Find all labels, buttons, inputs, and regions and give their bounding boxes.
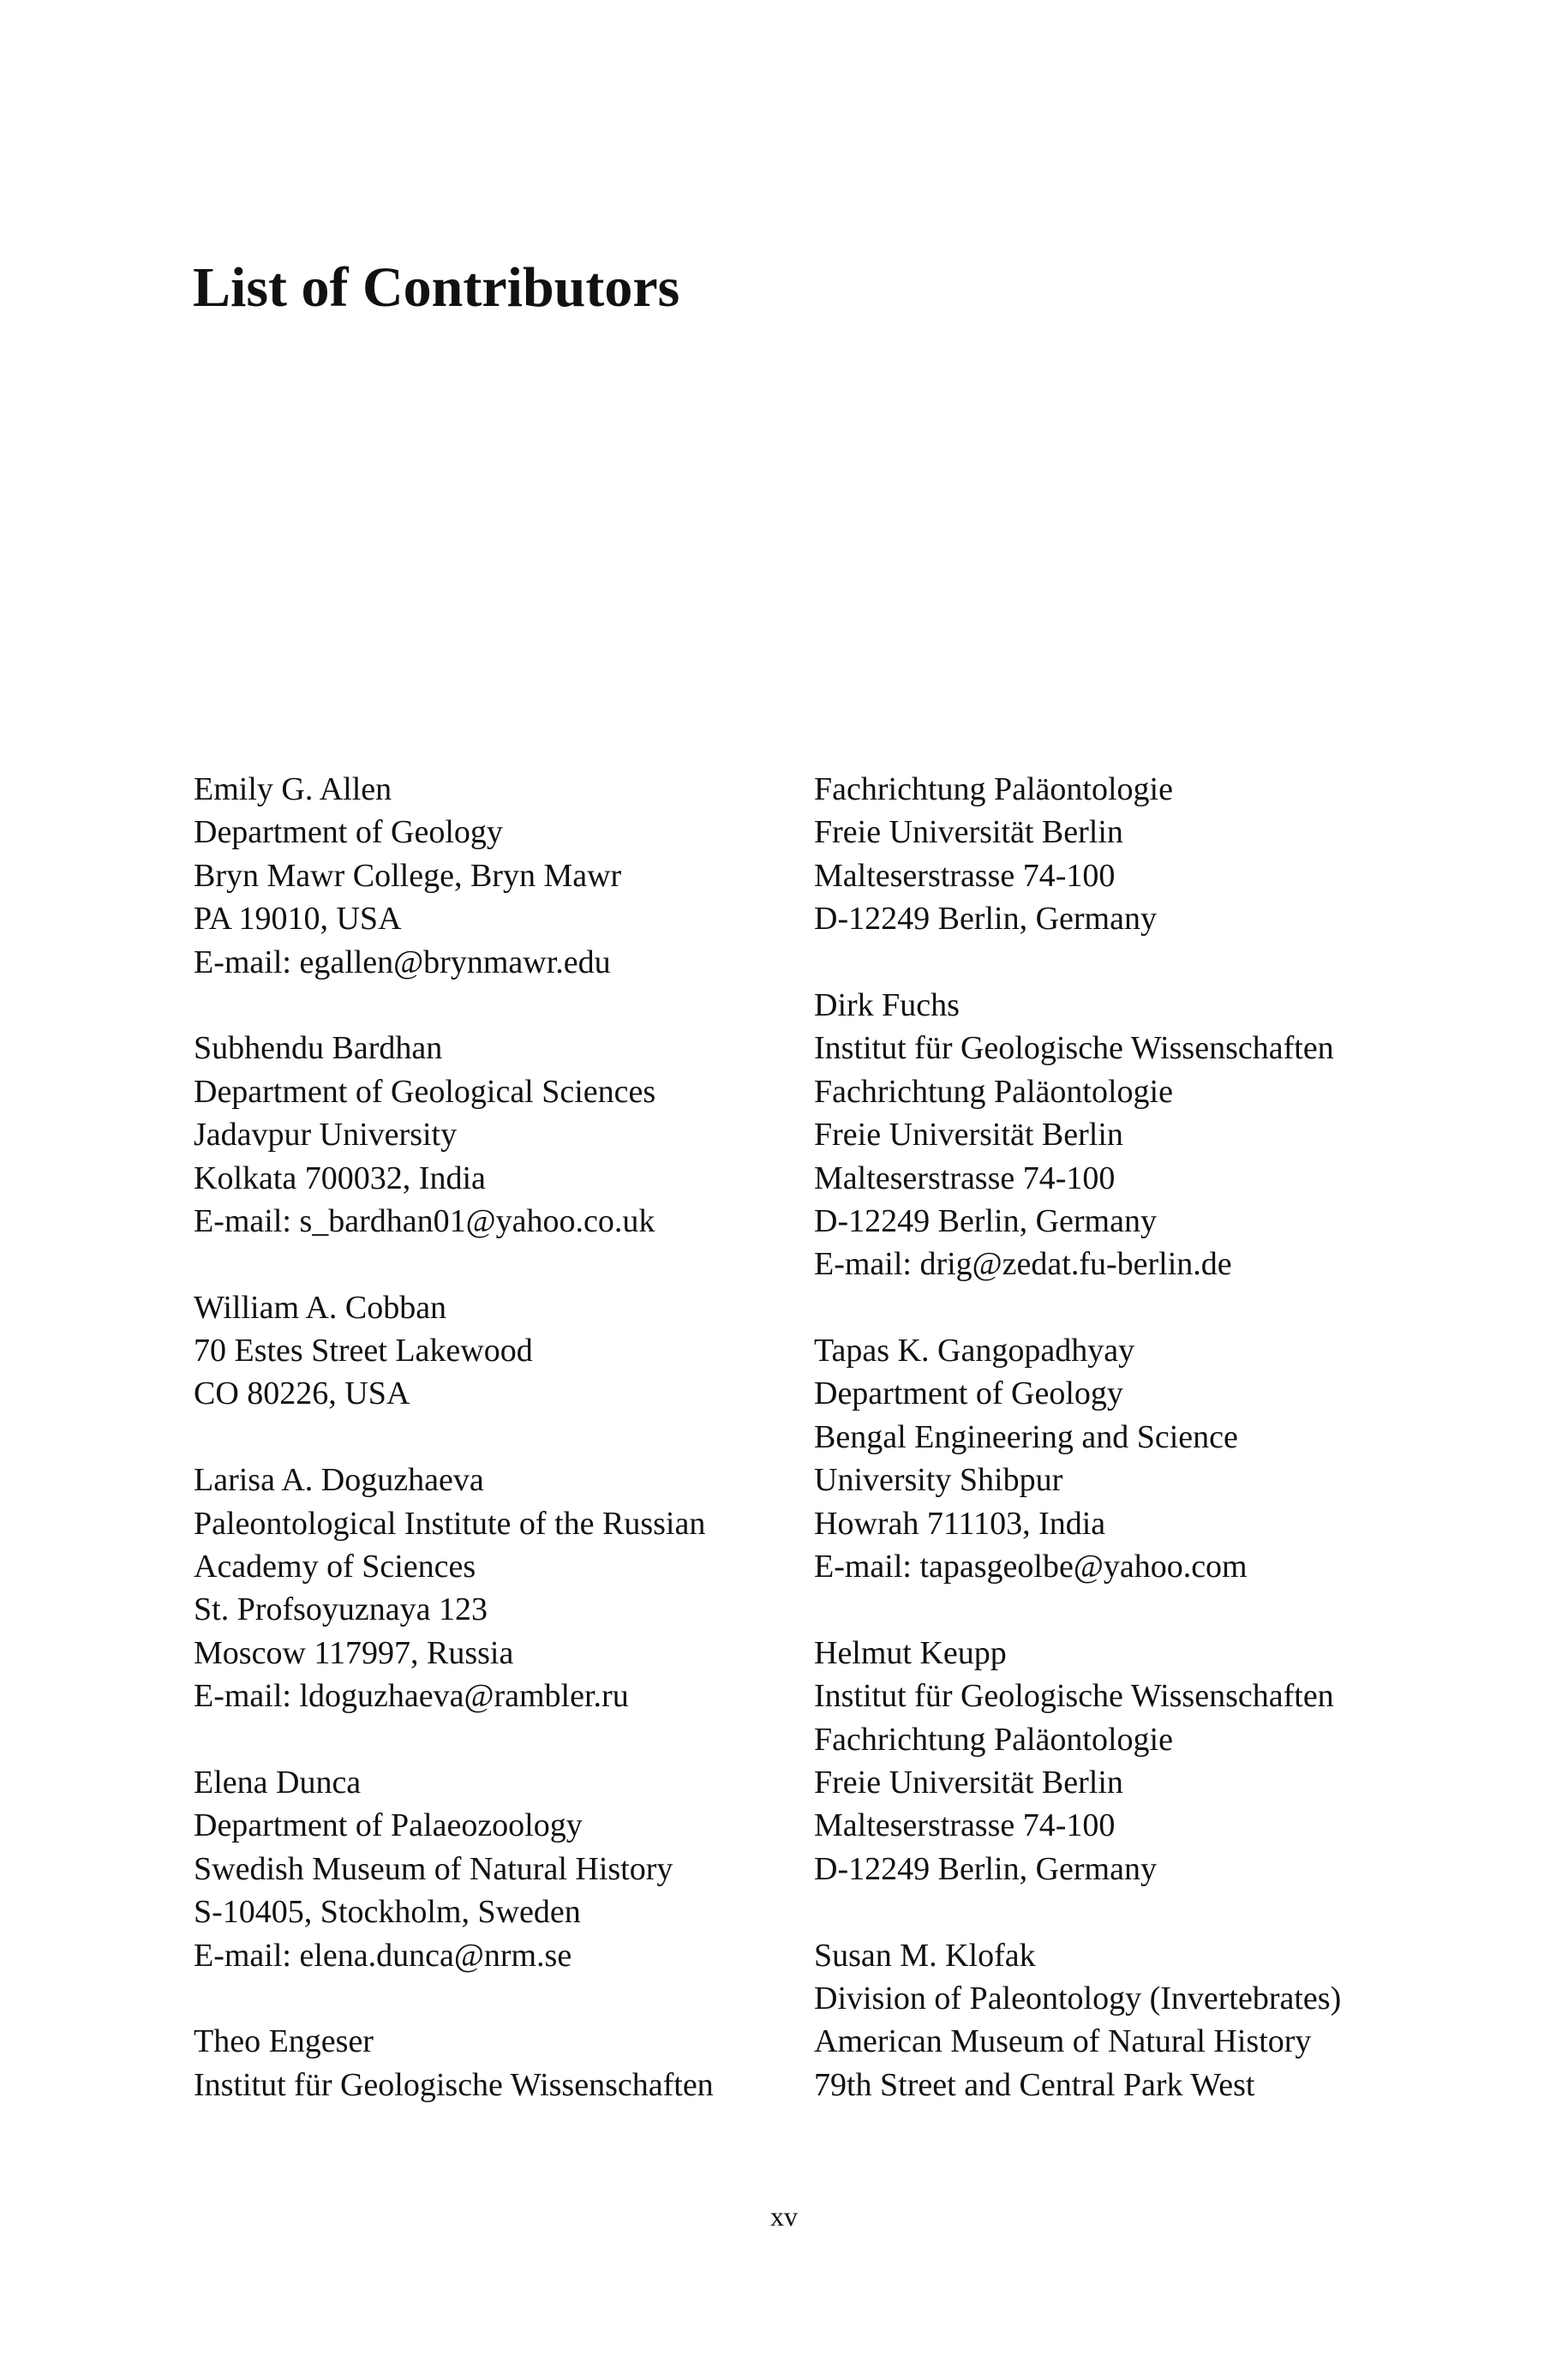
contributor-name: Helmut Keupp [814,1634,1007,1671]
contributor-address-line: University Shibpur [814,1462,1063,1499]
contributor-address-line: Malteserstrasse 74-100 [814,1160,1116,1196]
contributor-address-line: D-12249 Berlin, Germany [814,901,1157,938]
contributor-entry [194,1459,811,1717]
contributor-address-line: Howrah 711103, India [814,1505,1106,1542]
contributor-entry [194,1286,811,1416]
page-number: xv [770,2201,798,2232]
contributor-entry [814,1632,1431,1891]
contributor-address-line: St. Profsoyuznaya 123 [194,1591,488,1628]
contributor-address-line: Fachrichtung Paläontologie [814,771,1173,807]
contributor-address-line: Paleontological Institute of the Russian [194,1505,706,1542]
contributor-entry [194,2020,811,2106]
contributor-address-line: 70 Estes Street Lakewood [194,1333,533,1369]
contributor-name: Tapas K. Gangopadhyay [814,1333,1135,1369]
contributor-address-line: S-10405, Stockholm, Sweden [194,1894,581,1931]
contributor-address-line: Academy of Sciences [194,1549,476,1585]
contributor-address-line: Kolkata 700032, India [194,1160,486,1196]
contributor-name: Subhendu Bardhan [194,1030,443,1067]
contributor-address-line: CO 80226, USA [194,1375,410,1412]
contributor-address-line: Institut für Geologische Wissenschaften [814,1030,1334,1067]
contributor-email: E-mail: elena.dunca@nrm.se [194,1937,572,1974]
contributor-address-line: D-12249 Berlin, Germany [814,1202,1157,1239]
contributor-email: E-mail: ldoguzhaeva@rambler.ru [194,1678,629,1715]
contributor-address-line: Malteserstrasse 74-100 [814,857,1116,894]
contributors-column-right [814,768,1431,2150]
page-title: List of Contributors [193,256,680,319]
contributor-entry [814,768,1431,941]
contributor-name: Dirk Fuchs [814,986,960,1023]
contributor-address-line: Bengal Engineering and Science [814,1418,1238,1455]
contributors-column-left [194,768,811,2150]
contributor-address-line: Department of Geology [814,1375,1123,1412]
contributor-email: E-mail: tapasgeolbe@yahoo.com [814,1549,1248,1585]
contributor-address-line: D-12249 Berlin, Germany [814,1850,1157,1887]
contributor-address-line: Freie Universität Berlin [814,1117,1123,1154]
contributor-entry [814,1329,1431,1588]
contributor-name: Larisa A. Doguzhaeva [194,1462,484,1499]
contributor-name: Theo Engeser [194,2023,374,2060]
contributor-email: E-mail: egallen@brynmawr.edu [194,944,611,980]
contributor-address-line: Fachrichtung Paläontologie [814,1721,1173,1758]
contributor-name: William A. Cobban [194,1289,447,1326]
contributor-email: E-mail: drig@zedat.fu-berlin.de [814,1246,1232,1283]
contributor-address-line: Institut für Geologische Wissenschaften [194,2066,714,2103]
contributor-entry [814,1934,1431,2107]
contributor-address-line: 79th Street and Central Park West [814,2066,1255,2103]
contributor-address-line: Freie Universität Berlin [814,814,1123,851]
contributor-address-line: Swedish Museum of Natural History [194,1850,673,1887]
contributor-address-line: Bryn Mawr College, Bryn Mawr [194,857,622,894]
contributor-address-line: American Museum of Natural History [814,2023,1312,2060]
contributor-address-line: Division of Paleontology (Invertebrates) [814,1980,1342,2016]
contributor-address-line: Institut für Geologische Wissenschaften [814,1678,1334,1715]
contributor-address-line: Fachrichtung Paläontologie [814,1073,1173,1110]
contributor-entry [194,1027,811,1243]
contributor-name: Emily G. Allen [194,771,392,807]
contributor-name: Susan M. Klofak [814,1937,1036,1974]
contributor-entry [194,768,811,984]
contributor-address-line: Freie Universität Berlin [814,1764,1123,1801]
contributor-address-line: Malteserstrasse 74-100 [814,1807,1116,1844]
contributor-email: E-mail: s_bardhan01@yahoo.co.uk [194,1202,655,1239]
contributor-entry [194,1761,811,1977]
contributor-address-line: Department of Palaeozoology [194,1807,583,1844]
contributor-address-line: Jadavpur University [194,1117,458,1154]
contributor-address-line: PA 19010, USA [194,901,402,938]
contributor-name: Elena Dunca [194,1764,362,1801]
contributor-address-line: Department of Geological Sciences [194,1073,656,1110]
contributor-entry [814,984,1431,1286]
contributor-address-line: Department of Geology [194,814,503,851]
contributor-address-line: Moscow 117997, Russia [194,1634,514,1671]
